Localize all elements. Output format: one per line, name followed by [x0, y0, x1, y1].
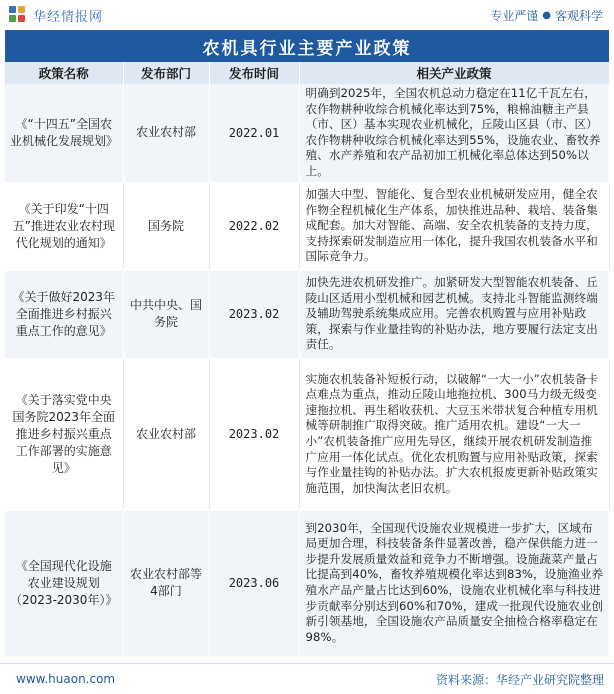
brand[interactable] — [9, 6, 103, 25]
policy-date: 2022.02 — [209, 182, 299, 270]
policy-desc: 加强大中型、智能化、复合型农业机械研发应用，健全农作物全程机械化生产体系，加快推进品种、栽培、装备集成配套。加大对智能、高端、安全农机装备的支持力度，支持探索研发制造应用一体化，提升我国农机装备水平和国际竞争力。 — [299, 182, 609, 270]
slogan — [490, 7, 603, 24]
table-header-row — [5, 62, 609, 84]
footer — [0, 663, 614, 694]
policy-desc: 实施农机装备补短板行动，以破解“一大一小”农机装备卡点难点为重点，推动丘陵山地拖拉机、300马力级无级变速拖拉机、再生稻收获机、大豆玉米带状复合种植专用机械等研制推广取得突破。推广适用农机。建设“一大一小”农机装备推广应用先导区，继续开展农机研发制造推广应用一体化试点。优化农机购置与应用补贴政策，探索与作业量挂钩的补贴办法。扩大农机报废更新补贴政策实施范围，加快淘汰老旧农机。 — [299, 358, 609, 510]
table-row — [5, 84, 609, 182]
policy-dept: 农业农村部 — [123, 84, 209, 182]
table-row — [5, 182, 609, 270]
policy-desc: 到2030年，全国现代设施农业规模进一步扩大，区域布局更加合理，科技装备条件显著改善，稳产保供能力进一步提升发展质量效益和竞争力不断增强。设施蔬菜产量占比提高到40%，畜牧养殖规模化率达到83%，设施渔业养殖水产品产量占比达到60%，设施农业机械化率与科技进步贡献率分别达到60%和70%，建成一批现代设施农业创新引领基地，全国设施农产品质量安全抽检合格率稳定在98%。 — [299, 510, 609, 656]
policy-desc: 明确到2025年，全国农机总动力稳定在11亿千瓦左右，农作物耕种收综合机械化率达到75%，粮棉油糖主产县（市、区）基本实现农业机械化，丘陵山区县（市、区）农作物耕种收综合机械化率达到55%，设施农业、畜牧养殖、水产养殖和农产品初加工机械化率总体达到50%以上。 — [299, 84, 609, 182]
table-row — [5, 510, 609, 656]
column-header-desc: 相关产业政策 — [299, 62, 609, 84]
policy-dept: 农业农村部 — [123, 358, 209, 510]
footer-source: 资料来源：华经产业研究院整理 — [435, 672, 604, 687]
table-row — [5, 270, 609, 358]
policy-name: 《“十四五”全国农业机械化发展规划》 — [5, 84, 123, 182]
page-title: 农机具行业主要产业政策 — [5, 30, 609, 62]
policy-date: 2023.06 — [209, 510, 299, 656]
brand-logo-icon — [9, 6, 27, 24]
slogan-right: 客观科学 — [554, 8, 603, 23]
column-header-name: 政策名称 — [5, 62, 123, 84]
policy-date: 2023.02 — [209, 270, 299, 358]
policy-name: 《关于做好2023年全面推进乡村振兴重点工作的意见》 — [5, 270, 123, 358]
brand-name: 华经情报网 — [33, 9, 104, 25]
policy-date: 2023.02 — [209, 358, 299, 510]
column-header-dept: 发布部门 — [123, 62, 209, 84]
slogan-left: 专业严谨 — [490, 8, 539, 23]
slogan-separator: ● — [542, 9, 551, 21]
policy-table — [5, 62, 610, 657]
column-header-date: 发布时间 — [209, 62, 299, 84]
policy-dept: 国务院 — [123, 182, 209, 270]
policy-desc: 加快先进农机研发推广。加紧研发大型智能农机装备、丘陵山区适用小型机械和园艺机械。支持北斗智能监测终端及辅助驾驶系统集成应用。完善农机购置与应用补贴政策，探索与作业量挂钩的补贴办法，地方要履行法定支出责任。 — [299, 270, 609, 358]
policy-dept: 农业农村部等4部门 — [123, 510, 209, 656]
policy-name: 《关于落实党中央国务院2023年全面推进乡村振兴重点工作部署的实施意见》 — [5, 358, 123, 510]
policy-dept: 中共中央、国务院 — [123, 270, 209, 358]
table-row — [5, 358, 609, 510]
policy-name: 《全国现代化设施农业建设规划（2023-2030年）》 — [5, 510, 123, 656]
footer-url[interactable]: www.huaon.com — [16, 672, 116, 686]
policy-date: 2022.01 — [209, 84, 299, 182]
top-bar — [5, 0, 609, 30]
policy-name: 《关于印发“十四五”推进农业农村现代化规划的通知》 — [5, 182, 123, 270]
